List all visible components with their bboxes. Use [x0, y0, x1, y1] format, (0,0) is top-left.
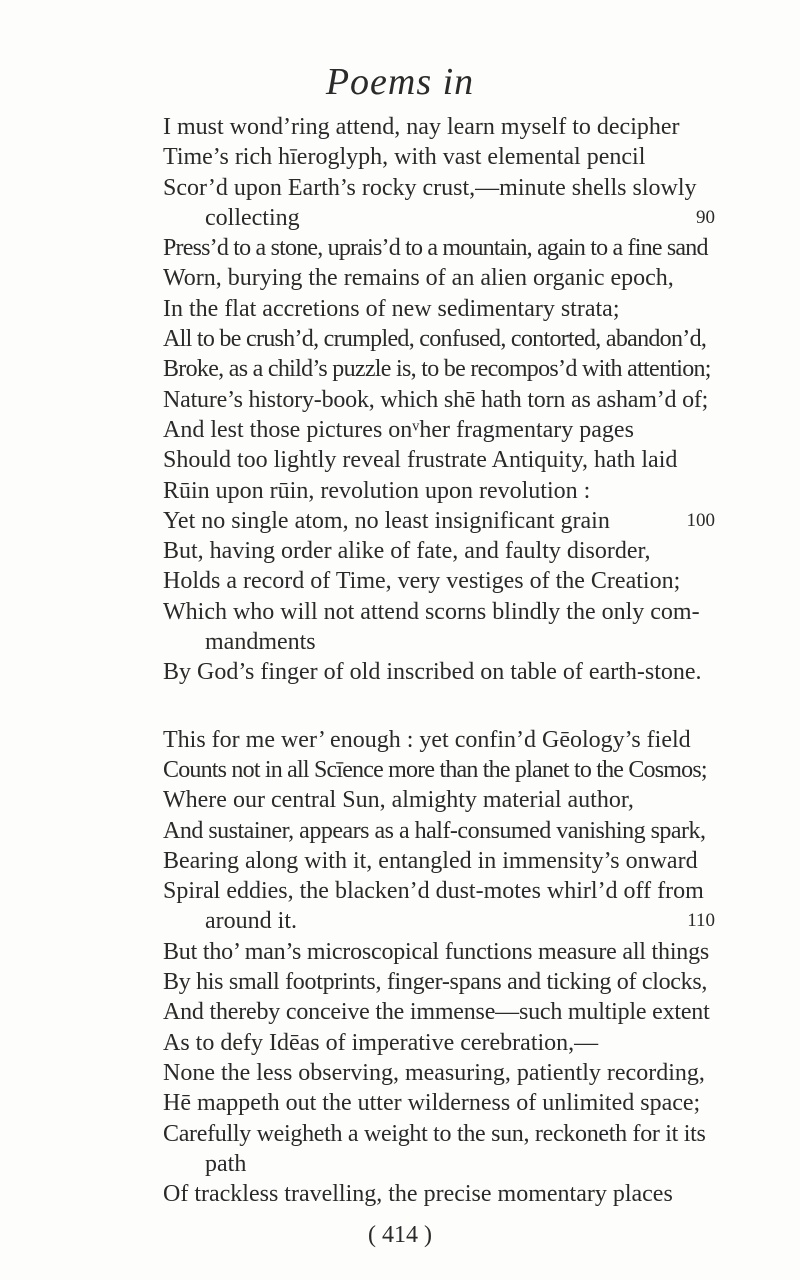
verse-line-text: And lest those pictures onᵛher fragmentary pages [163, 416, 634, 443]
verse-line-text: All to be crush’d, crumpled, confused, contorted, abandon’d, [163, 326, 707, 353]
line-number: 90 [696, 206, 715, 228]
verse-line-text: around it. [205, 908, 297, 935]
verse-line-text: Hē mappeth out the utter wilderness of unlimited space; [163, 1090, 701, 1117]
verse-line-text: Spiral eddies, the blacken’d dust-motes whirl’d off from [163, 878, 704, 905]
verse-line [163, 906, 715, 936]
verse-line [163, 566, 711, 596]
verse-line [163, 324, 711, 354]
verse-line [163, 203, 715, 233]
verse-line-text: Bearing along with it, entangled in immensity’s onward [163, 847, 698, 874]
stanza [163, 112, 715, 688]
verse-line-text: But tho’ man’s microscopical functions measure all things [163, 938, 710, 965]
verse-line [163, 536, 711, 566]
verse-line [163, 627, 711, 657]
verse-line-text: None the less observing, measuring, patiently recording, [163, 1059, 705, 1086]
verse-line [163, 997, 711, 1027]
verse-line-text: And sustainer, appears as a half-consumed vanishing spark, [163, 817, 706, 844]
verse-line [163, 506, 715, 536]
line-number: 110 [687, 910, 715, 932]
verse-line [163, 1119, 711, 1149]
verse-line-text: By God’s finger of old inscribed on table of earth-stone. [163, 659, 702, 686]
verse-line [163, 142, 711, 172]
verse-line-text: mandments [205, 629, 316, 656]
poem-body [163, 112, 715, 1209]
verse-line [163, 846, 711, 876]
running-head: Poems in [325, 61, 475, 103]
verse-line [163, 445, 711, 475]
verse-line [163, 1088, 711, 1118]
verse-line-text: As to defy Idēas of imperative cerebration,— [163, 1029, 599, 1056]
verse-line-text: Rūin upon rūin, revolution upon revolution : [163, 477, 591, 504]
verse-line [163, 937, 711, 967]
verse-line [163, 785, 711, 815]
verse-line-text: collecting [205, 204, 300, 231]
verse-line [163, 755, 711, 785]
verse-line-text: This for me wer’ enough : yet confin’d Gēology’s field [163, 726, 691, 753]
verse-line [163, 1179, 711, 1209]
verse-line-text: path [205, 1150, 247, 1177]
verse-line [163, 476, 711, 506]
verse-line [163, 112, 711, 142]
verse-line-text: Holds a record of Time, very vestiges of the Creation; [163, 568, 681, 595]
verse-line [163, 354, 711, 384]
verse-line [163, 385, 711, 415]
verse-line-text: Counts not in all Scīence more than the planet to the Cosmos; [163, 756, 707, 783]
verse-line [163, 967, 711, 997]
verse-line [163, 657, 711, 687]
verse-line-text: But, having order alike of fate, and faulty disorder, [163, 538, 651, 565]
verse-line [163, 173, 711, 203]
verse-line-text: Yet no single atom, no least insignificant grain [163, 507, 610, 534]
verse-line [163, 876, 711, 906]
verse-line [163, 1058, 711, 1088]
verse-line-text: Where our central Sun, almighty material author, [163, 787, 634, 814]
verse-line [163, 816, 711, 846]
verse-line-text: In the flat accretions of new sedimentary strata; [163, 295, 620, 322]
verse-line [163, 263, 711, 293]
verse-line-text: I must wond’ring attend, nay learn myself to decipher [163, 114, 680, 140]
verse-line-text: Which who will not attend scorns blindly the only com- [163, 598, 700, 625]
verse-line [163, 1028, 711, 1058]
verse-line-text: Time’s rich hīeroglyph, with vast elemental pencil [163, 144, 646, 171]
verse-line-text: Worn, burying the remains of an alien organic epoch, [163, 265, 674, 292]
verse-line-text: Press’d to a stone, uprais’d to a mountain, again to a fine sand [163, 235, 708, 262]
verse-line-text: Of trackless travelling, the precise momentary places [163, 1181, 673, 1208]
verse-line-text: Should too lightly reveal frustrate Antiquity, hath laid [163, 447, 678, 474]
verse-line [163, 1149, 711, 1179]
verse-line-text: Nature’s history-book, which shē hath torn as asham’d of; [163, 386, 709, 413]
verse-line [163, 725, 711, 755]
line-number: 100 [686, 509, 715, 531]
verse-line [163, 294, 711, 324]
verse-line-text: Carefully weigheth a weight to the sun, reckoneth for it its [163, 1120, 706, 1147]
verse-line [163, 415, 711, 445]
verse-line [163, 233, 711, 263]
page-number: ( 414 ) [368, 1222, 432, 1248]
verse-line-text: By his small footprints, finger-spans and ticking of clocks, [163, 969, 708, 996]
verse-line-text: Broke, as a child’s puzzle is, to be recompos’d with attention; [163, 356, 711, 383]
stanza [163, 725, 715, 1210]
verse-line-text: And thereby conceive the immense—such multiple extent [163, 999, 710, 1026]
verse-line [163, 597, 711, 627]
verse-line-text: Scor’d upon Earth’s rocky crust,—minute shells slowly [163, 174, 697, 201]
